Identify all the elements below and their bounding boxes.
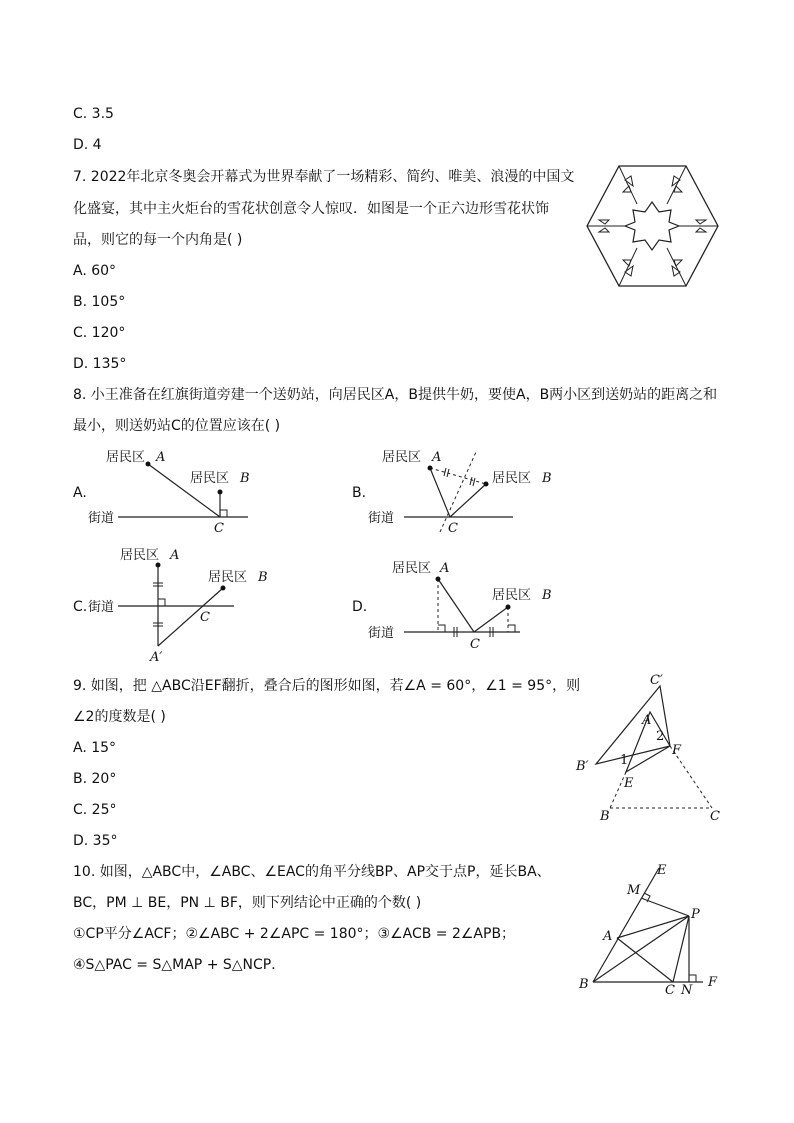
- figure-label: B: [600, 809, 610, 824]
- figure-label: N: [681, 983, 693, 998]
- figure-label: 街道: [88, 511, 115, 526]
- figure-label: 居民区: [492, 588, 532, 603]
- q8-option-b-label: B.: [352, 485, 367, 501]
- figure-label: 居民区: [492, 471, 532, 486]
- figure-label: B′: [576, 759, 589, 774]
- q10-angle-bisector-figure: [575, 862, 725, 998]
- figure-label: B: [258, 570, 268, 585]
- q9-option-c: C. 25°: [73, 802, 117, 818]
- snowflake-hexagon-figure: [585, 164, 720, 288]
- q9-stem-line2: ∠2的度数是( ): [73, 709, 166, 725]
- figure-label: 街道: [368, 511, 395, 526]
- q8-figure-b: [368, 444, 558, 539]
- q8-figure-d: [368, 555, 558, 655]
- figure-label: B: [240, 471, 250, 486]
- q7-option-b: B. 105°: [73, 294, 126, 310]
- q8-stem-line2: 最小，则送奶站C的位置应该在( ): [73, 418, 281, 434]
- q6-option-d: D. 4: [73, 137, 102, 153]
- figure-label: 街道: [88, 600, 115, 615]
- q9-fold-figure: [570, 672, 730, 824]
- figure-label: 街道: [368, 626, 395, 641]
- q8-option-c-label: C.: [73, 599, 88, 615]
- figure-label: C: [710, 809, 720, 824]
- figure-label: 居民区: [382, 450, 422, 465]
- q7-option-c: C. 120°: [73, 325, 126, 341]
- figure-label: E: [624, 776, 634, 791]
- figure-label: 居民区: [190, 471, 230, 486]
- figure-label: 1: [620, 753, 629, 768]
- figure-label: M: [627, 883, 641, 898]
- q7-option-a: A. 60°: [73, 263, 117, 279]
- figure-label: C′: [650, 673, 663, 688]
- q6-option-c: C. 3.5: [73, 106, 114, 122]
- figure-label: P: [691, 907, 700, 922]
- figure-label: C: [665, 983, 675, 998]
- figure-label: 居民区: [392, 561, 432, 576]
- figure-label: A: [603, 929, 613, 944]
- figure-label: A: [156, 450, 166, 465]
- figure-label: C: [448, 521, 458, 536]
- figure-label: 居民区: [208, 570, 248, 585]
- figure-label: E: [657, 863, 667, 878]
- q9-option-d: D. 35°: [73, 833, 118, 849]
- figure-label: F: [708, 975, 718, 990]
- q7-stem-line3: 品，则它的每一个内角是( ): [73, 232, 243, 248]
- figure-label: B: [542, 588, 552, 603]
- resident-a-label: 居民区: [106, 450, 146, 465]
- figure-label: A: [642, 713, 652, 728]
- figure-label: B: [579, 977, 589, 992]
- figure-label: 2: [656, 729, 665, 744]
- figure-label: B: [542, 471, 552, 486]
- q7-stem-line1: 7. 2022年北京冬奥会开幕式为世界奉献了一场精彩、简约、唯美、浪漫的中国文: [73, 169, 575, 185]
- q8-option-d-label: D.: [352, 599, 368, 615]
- q10-stem-line1: 10. 如图，△ABC中，∠ABC、∠EAC的角平分线BP、AP交于点P，延长BA、: [73, 864, 551, 880]
- q8-option-a-label: A.: [73, 485, 87, 501]
- q9-stem-line1: 9. 如图，把 △ABC沿EF翻折，叠合后的图形如图，若∠A = 60°，∠1 = 95°，则: [73, 678, 581, 694]
- q8-figure-c: [88, 543, 278, 663]
- q10-stem-line3: ①CP平分∠ACF；②∠ABC + 2∠APC = 180°；③∠ACB = 2∠APB；: [73, 926, 516, 942]
- q10-stem-line4: ④S△PAC = S△MAP + S△NCP．: [73, 957, 286, 973]
- figure-label: F: [672, 743, 682, 758]
- q9-option-b: B. 20°: [73, 771, 117, 787]
- q8-stem-line1: 8. 小王准备在红旗街道旁建一个送奶站，向居民区A，B提供牛奶，要使A，B两小区到送奶站的距离之和: [73, 387, 718, 403]
- figure-label: C: [200, 610, 210, 625]
- figure-label: A: [170, 548, 180, 563]
- q8-figure-a: [88, 444, 263, 539]
- figure-label: 居民区: [120, 548, 160, 563]
- q7-option-d: D. 135°: [73, 356, 127, 372]
- figure-label: C: [214, 521, 224, 536]
- figure-label: C: [470, 637, 480, 652]
- figure-label: A′: [150, 650, 163, 665]
- figure-label: A: [432, 450, 442, 465]
- figure-label: A: [440, 561, 450, 576]
- q9-option-a: A. 15°: [73, 740, 117, 756]
- q10-stem-line2: BC，PM ⊥ BE，PN ⊥ BF，则下列结论中正确的个数( ): [73, 895, 422, 911]
- q7-stem-line2: 化盛宴，其中主火炬台的雪花状创意令人惊叹．如图是一个正六边形雪花状饰: [73, 201, 549, 217]
